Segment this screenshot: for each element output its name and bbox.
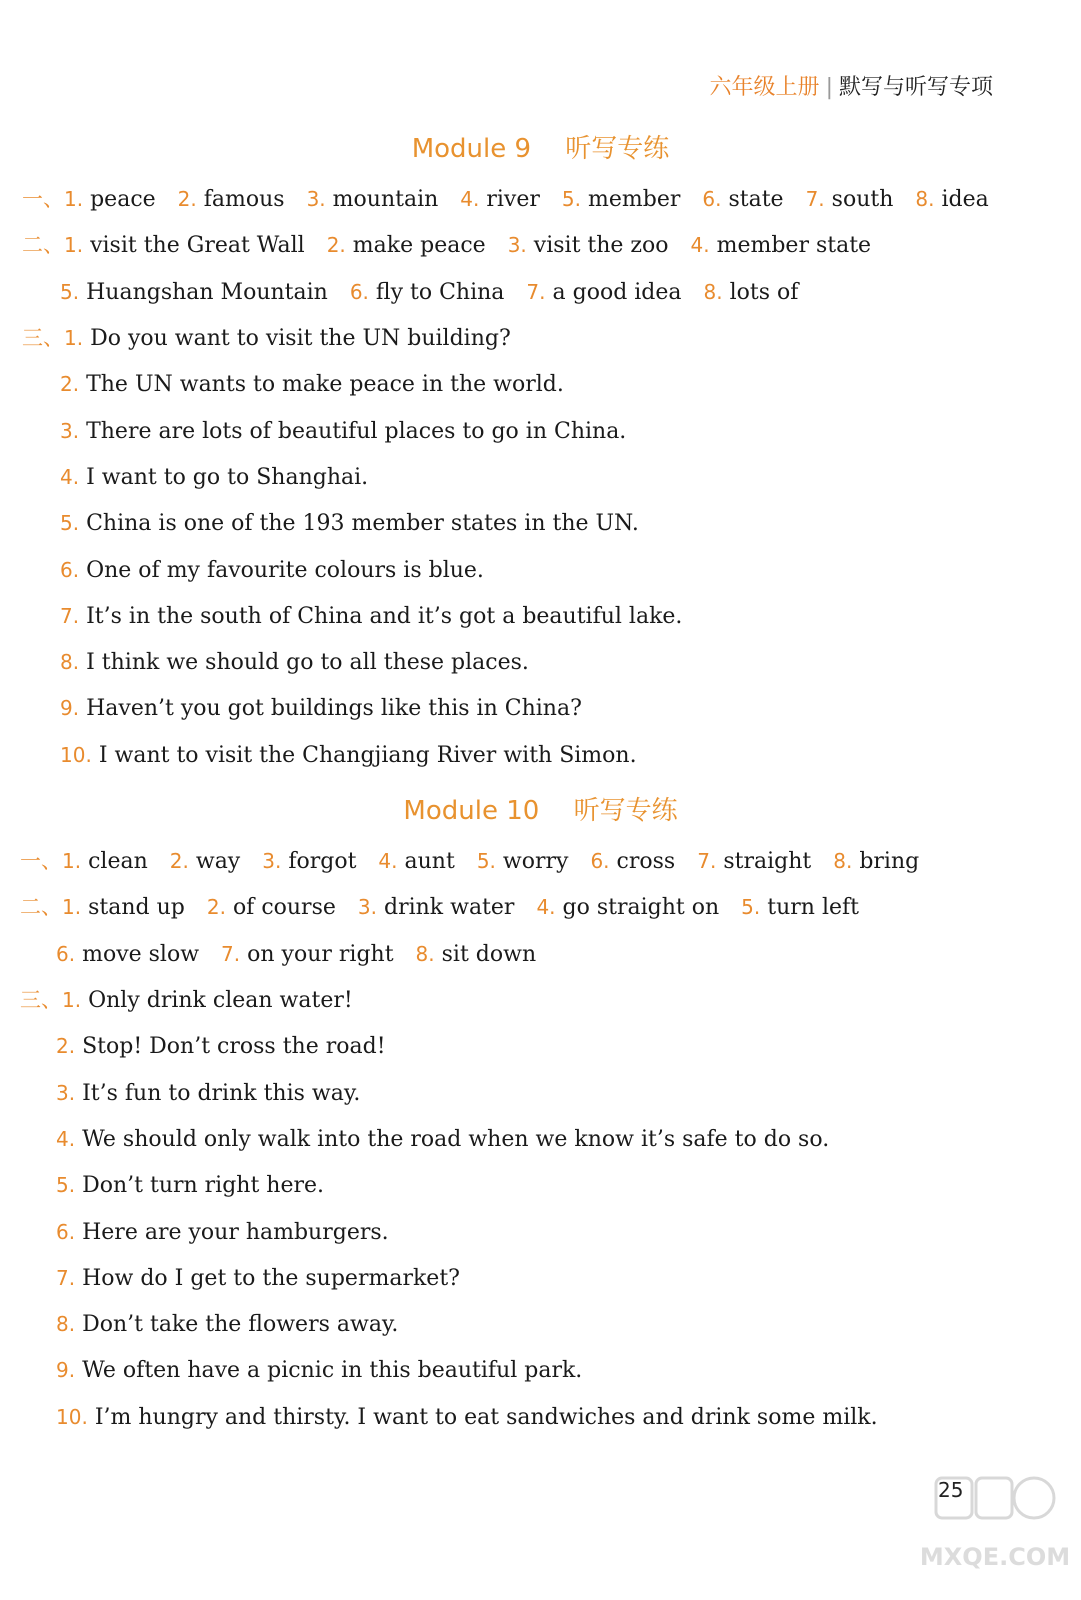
header-separator: |: [825, 75, 833, 100]
item-number: 6.: [349, 280, 369, 304]
item-number: 8.: [60, 650, 80, 675]
item-number: 8.: [56, 1312, 76, 1337]
item-text: member state: [716, 233, 872, 258]
item-text: mountain: [332, 187, 439, 212]
answer-row: [22, 184, 989, 215]
item-number: 4.: [378, 849, 398, 873]
sentence-row: [22, 323, 511, 354]
answer-item: [702, 184, 783, 215]
sentence-row: [56, 1031, 386, 1062]
item-number: 7.: [60, 603, 80, 628]
item-number: 8.: [915, 187, 935, 211]
answer-row: [22, 230, 871, 261]
item-text: Don’t turn right here.: [82, 1173, 325, 1199]
item-text: on your right: [247, 942, 394, 967]
item-number: 5.: [60, 280, 80, 304]
answer-row: [20, 846, 919, 877]
item-text: member: [588, 187, 681, 212]
item-text: sit down: [441, 942, 537, 967]
item-text: It’s fun to drink this way.: [82, 1080, 361, 1106]
sentence-row: [56, 1217, 389, 1248]
item-text: lots of: [729, 280, 799, 305]
item-text: way: [195, 849, 241, 874]
answer-item: [307, 184, 439, 215]
item-number: 3.: [60, 418, 80, 443]
answer-item: [60, 372, 564, 397]
answer-item: [60, 743, 637, 768]
answer-item: [64, 230, 305, 261]
item-text: famous: [203, 187, 285, 212]
answer-item: [56, 1173, 324, 1198]
item-text: make peace: [352, 233, 486, 258]
item-text: Here are your hamburgers.: [82, 1219, 389, 1245]
answer-item: [536, 892, 719, 923]
item-text: turn left: [767, 895, 859, 920]
answer-item: [562, 184, 680, 215]
item-number: 7.: [697, 849, 717, 873]
answer-item: [60, 558, 484, 583]
sentence-row: [60, 508, 639, 539]
answer-item: [508, 230, 669, 261]
item-text: river: [486, 187, 540, 212]
section-label: 一、: [20, 849, 62, 873]
item-text: I’m hungry and thirsty. I want to eat sandwiches and drink some milk.: [94, 1404, 878, 1430]
item-text: worry: [502, 849, 569, 874]
item-number: 9.: [60, 696, 80, 721]
item-text: drink water: [383, 895, 515, 920]
answer-item: [60, 277, 328, 308]
answer-item: [60, 696, 582, 721]
item-text: forgot: [288, 849, 357, 874]
item-number: 6.: [56, 1219, 76, 1244]
answer-item: [697, 846, 811, 877]
item-number: 7.: [56, 1265, 76, 1290]
section-label: 二、: [20, 895, 62, 919]
item-text: visit the Great Wall: [90, 233, 305, 258]
item-text: fly to China: [375, 280, 505, 305]
item-text: I want to visit the Changjiang River with Simon.: [98, 742, 637, 768]
item-text: China is one of the 193 member states in the UN.: [86, 511, 639, 537]
item-text: It’s in the south of China and it’s got a beautiful lake.: [86, 603, 683, 629]
answer-item: [60, 465, 368, 490]
watermark-logo: [919, 1470, 1071, 1590]
answer-item: [416, 942, 537, 967]
sentence-row: [56, 1402, 878, 1433]
item-number: 8.: [415, 942, 435, 966]
item-text: Do you want to visit the UN building?: [90, 326, 511, 351]
item-number: 4.: [60, 464, 80, 489]
answer-item: [704, 280, 799, 305]
item-text: One of my favourite colours is blue.: [86, 557, 484, 583]
item-number: 4.: [690, 233, 710, 257]
item-text: of course: [232, 895, 336, 920]
answer-item: [64, 184, 156, 215]
answer-item: [56, 939, 199, 970]
sentence-row: [60, 369, 564, 400]
item-text: We should only walk into the road when we know it’s safe to do so.: [82, 1126, 830, 1152]
item-text: a good idea: [552, 280, 682, 305]
module-title: Module 10 听写专练: [403, 796, 678, 826]
answer-item: [56, 1405, 878, 1430]
answer-item: [327, 230, 486, 261]
item-number: 2.: [326, 233, 346, 257]
item-number: 8.: [833, 849, 853, 873]
item-number: 4.: [536, 895, 556, 919]
answer-item: [526, 277, 681, 308]
section-label: 三、: [22, 326, 64, 350]
section-label: 三、: [20, 988, 62, 1012]
item-number: 4.: [56, 1126, 76, 1151]
sentence-row: [60, 555, 484, 586]
item-number: 6.: [60, 557, 80, 582]
answer-item: [221, 939, 394, 970]
grade-label: 六年级上册: [709, 75, 820, 100]
sentence-row: [60, 416, 626, 447]
sentence-row: [60, 462, 368, 493]
answer-row: [60, 277, 798, 308]
item-number: 5.: [741, 895, 761, 919]
item-number: 1.: [64, 233, 84, 257]
item-number: 6.: [702, 187, 722, 211]
item-text: I think we should go to all these places.: [86, 650, 529, 676]
item-text: There are lots of beautiful places to go in China.: [86, 418, 627, 444]
page-header: [710, 70, 993, 101]
item-text: Only drink clean water!: [88, 988, 353, 1013]
sentence-row: [56, 1124, 829, 1155]
answer-item: [741, 895, 859, 920]
item-text: go straight on: [562, 895, 720, 920]
answer-row: [56, 939, 536, 970]
sentence-row: [56, 1170, 324, 1201]
item-number: 3.: [507, 233, 527, 257]
answer-item: [477, 846, 569, 877]
item-text: aunt: [404, 849, 455, 874]
answer-item: [691, 233, 872, 258]
answer-item: [590, 846, 675, 877]
item-number: 2.: [177, 187, 197, 211]
item-text: I want to go to Shanghai.: [86, 464, 369, 490]
item-text: Don’t take the flowers away.: [82, 1312, 399, 1338]
item-text: straight: [723, 849, 812, 874]
item-text: Huangshan Mountain: [86, 280, 328, 305]
answer-item: [378, 846, 454, 877]
item-number: 3.: [262, 849, 282, 873]
answer-item: [207, 892, 336, 923]
answer-item: [62, 988, 353, 1013]
item-number: 1.: [64, 187, 84, 211]
answer-item: [915, 187, 988, 212]
answer-item: [56, 1358, 582, 1383]
answer-item: [56, 1081, 360, 1106]
item-number: 8.: [703, 280, 723, 304]
sentence-row: [60, 740, 637, 771]
item-text: peace: [90, 187, 156, 212]
answer-item: [60, 604, 682, 629]
item-number: 2.: [206, 895, 226, 919]
item-number: 1.: [62, 988, 82, 1012]
item-text: move slow: [82, 942, 200, 967]
watermark-text: MXQE.COM: [919, 1543, 1071, 1571]
item-text: Stop! Don’t cross the road!: [82, 1034, 386, 1060]
sentence-row: [60, 647, 529, 678]
item-text: state: [728, 187, 784, 212]
item-number: 1.: [62, 849, 82, 873]
item-text: stand up: [88, 895, 185, 920]
item-number: 9.: [56, 1358, 76, 1383]
item-number: 10.: [56, 1404, 88, 1429]
answer-item: [60, 650, 529, 675]
item-number: 2.: [169, 849, 189, 873]
item-number: 3.: [306, 187, 326, 211]
sentence-row: [56, 1078, 360, 1109]
section-label: 一、: [22, 187, 64, 211]
item-text: cross: [616, 849, 676, 874]
item-text: How do I get to the supermarket?: [82, 1265, 460, 1291]
answer-item: [56, 1127, 829, 1152]
answer-item: [833, 849, 919, 874]
item-number: 2.: [60, 372, 80, 397]
item-number: 3.: [56, 1080, 76, 1105]
answer-item: [56, 1220, 389, 1245]
sentence-row: [56, 1309, 398, 1340]
section-label: 二、: [22, 233, 64, 257]
item-number: 6.: [590, 849, 610, 873]
item-number: 3.: [357, 895, 377, 919]
answer-item: [358, 892, 515, 923]
item-text: bring: [859, 849, 920, 874]
item-number: 10.: [60, 742, 92, 767]
item-number: 6.: [56, 942, 76, 966]
item-text: The UN wants to make peace in the world.: [86, 372, 564, 398]
answer-row: [20, 892, 859, 923]
item-text: We often have a picnic in this beautiful park.: [82, 1358, 583, 1384]
subject-label: 默写与听写专项: [838, 75, 993, 100]
answer-item: [350, 277, 505, 308]
item-number: 1.: [62, 895, 82, 919]
answer-item: [60, 511, 639, 536]
sentence-row: [56, 1263, 460, 1294]
answer-item: [56, 1034, 386, 1059]
item-number: 1.: [64, 326, 84, 350]
item-number: 5.: [476, 849, 496, 873]
answer-item: [262, 846, 356, 877]
answer-item: [60, 419, 626, 444]
answer-item: [62, 892, 185, 923]
answer-item: [460, 184, 540, 215]
item-text: idea: [941, 187, 989, 212]
item-number: 7.: [526, 280, 546, 304]
sentence-row: [60, 601, 682, 632]
item-text: visit the zoo: [533, 233, 669, 258]
answer-item: [178, 184, 285, 215]
sentence-row: [60, 693, 582, 724]
item-number: 7.: [221, 942, 241, 966]
item-number: 5.: [561, 187, 581, 211]
item-number: 5.: [56, 1173, 76, 1198]
page-number: 25: [938, 1478, 964, 1502]
item-number: 2.: [56, 1034, 76, 1059]
answer-item: [56, 1312, 398, 1337]
sentence-row: [20, 985, 353, 1016]
item-text: clean: [88, 849, 148, 874]
item-text: south: [831, 187, 894, 212]
answer-item: [170, 846, 240, 877]
sentence-row: [56, 1355, 582, 1386]
answer-item: [56, 1266, 460, 1291]
item-number: 5.: [60, 511, 80, 536]
item-text: Haven’t you got buildings like this in China?: [86, 696, 582, 722]
answer-item: [806, 184, 894, 215]
item-number: 4.: [460, 187, 480, 211]
item-number: 7.: [805, 187, 825, 211]
answer-item: [62, 846, 148, 877]
answer-item: [64, 326, 511, 351]
module-title: Module 9 听写专练: [411, 134, 670, 164]
